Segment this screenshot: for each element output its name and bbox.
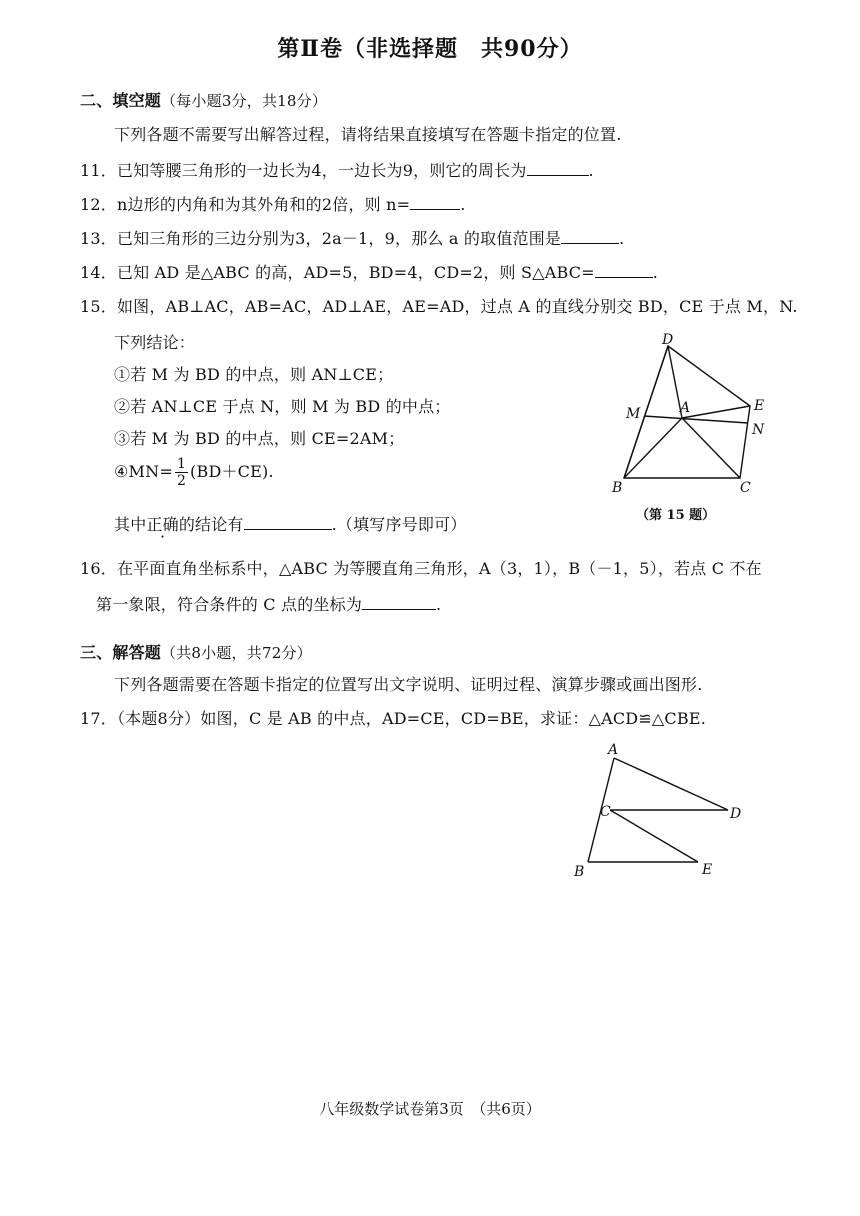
question-14-end: . <box>652 263 659 282</box>
answer-prefix: 其中 <box>114 515 147 534</box>
page-title: 第Ⅱ卷（非选择题 共90分） <box>277 36 583 62</box>
question-15-intro: 下列结论： <box>114 333 196 352</box>
question-15-stem: 15．如图，AB⊥AC，AB=AC，AD⊥AE，AE=AD，过点 A 的直线分别交 BD，CE 于点 M，N. <box>80 297 798 316</box>
section-3-instruction: 下列各题需要在答题卡指定的位置写出文字说明、证明过程、演算步骤或画出图形. <box>114 675 703 694</box>
label-E: E <box>702 862 713 878</box>
answer-suffix: .（填写序号即可） <box>331 515 467 534</box>
question-17: 17．（本题8分）如图，C 是 AB 的中点，AD=CE，CD=BE，求证：△ACD≌△CBE. <box>80 709 706 728</box>
segment-AE <box>682 406 750 418</box>
conclusion-4 <box>114 456 274 489</box>
label-N: N <box>752 422 765 438</box>
question-11-text: 11．已知等腰三角形的一边长为4，一边长为9，则它的周长为 <box>80 161 527 180</box>
segment-CE <box>610 810 698 862</box>
page-footer: 八年级数学试卷第3页 （共6页） <box>319 1100 541 1118</box>
fraction-denominator: 2 <box>176 473 187 489</box>
answer-blank-15[interactable] <box>244 515 332 530</box>
question-11-end: . <box>588 161 594 180</box>
label-A: A <box>608 742 619 758</box>
segment-AC <box>682 418 740 478</box>
fraction-one-half <box>175 456 188 489</box>
question-13 <box>80 226 624 249</box>
question-14-text: 14．已知 AD 是△ABC 的高，AD=5，BD=4，CD=2，则 S△ABC= <box>80 263 595 282</box>
conclusion-2: ②若 AN⊥CE 于点 N，则 M 为 BD 的中点； <box>114 397 451 416</box>
emphasized-word: 正确 <box>146 515 179 534</box>
label-M: M <box>626 406 641 422</box>
label-C: C <box>600 804 611 820</box>
question-12-end: . <box>460 195 466 214</box>
answer-blank-12[interactable] <box>410 195 460 210</box>
conclusion-4-suffix: (BD＋CE). <box>190 462 274 481</box>
section-2-instruction: 下列各题不需要写出解答过程，请将结果直接填写在答题卡指定的位置. <box>114 125 622 144</box>
label-B: B <box>612 480 623 496</box>
question-12-text: 12．n边形的内角和为其外角和的2倍，则 n= <box>80 195 411 214</box>
question-14 <box>80 260 658 283</box>
label-A: A <box>680 400 691 416</box>
segment-AB <box>624 418 682 478</box>
question-16-line-2 <box>96 592 441 615</box>
question-12 <box>80 192 466 215</box>
section-3-note: （共8小题，共72分） <box>161 644 312 662</box>
section-2-note: （每小题3分，共18分） <box>161 92 328 110</box>
section-2-heading: 二、填空题 <box>80 91 162 110</box>
figure-15-caption: （第 15 题） <box>636 508 716 523</box>
section-3-heading: 三、解答题 <box>80 643 162 662</box>
question-11 <box>80 158 594 181</box>
figure-15-diagram <box>600 330 790 500</box>
answer-blank-11[interactable] <box>527 161 589 176</box>
answer-blank-16[interactable] <box>362 595 436 610</box>
label-E: E <box>754 398 765 414</box>
question-13-text: 13．已知三角形的三边分别为3，2a－1，9，那么 a 的取值范围是 <box>80 229 562 248</box>
label-D: D <box>662 332 674 348</box>
segment-AD <box>614 758 728 810</box>
fraction-numerator: 1 <box>176 456 187 472</box>
answer-mid: 的结论有 <box>178 515 244 534</box>
label-C: C <box>740 480 751 496</box>
section-3-header <box>80 640 312 663</box>
question-13-end: . <box>619 229 625 248</box>
section-2-header <box>80 88 327 111</box>
question-16-line-1: 16．在平面直角坐标系中，△ABC 为等腰直角三角形，A（3，1），B（－1，5），若点 C 不在 <box>80 559 762 578</box>
label-D: D <box>730 806 742 822</box>
answer-blank-14[interactable] <box>595 263 653 278</box>
conclusion-4-prefix: ④MN= <box>114 462 173 481</box>
question-16-end: . <box>436 595 442 614</box>
line-MN <box>644 416 748 423</box>
figure-17-diagram <box>566 736 756 886</box>
label-B: B <box>574 864 585 880</box>
conclusion-3: ③若 M 为 BD 的中点，则 CE=2AM； <box>114 429 405 448</box>
answer-blank-13[interactable] <box>561 229 619 244</box>
question-15-answer <box>114 512 467 535</box>
question-16-text: 第一象限，符合条件的 C 点的坐标为 <box>96 595 363 614</box>
conclusion-1: ①若 M 为 BD 的中点，则 AN⊥CE； <box>114 365 394 384</box>
